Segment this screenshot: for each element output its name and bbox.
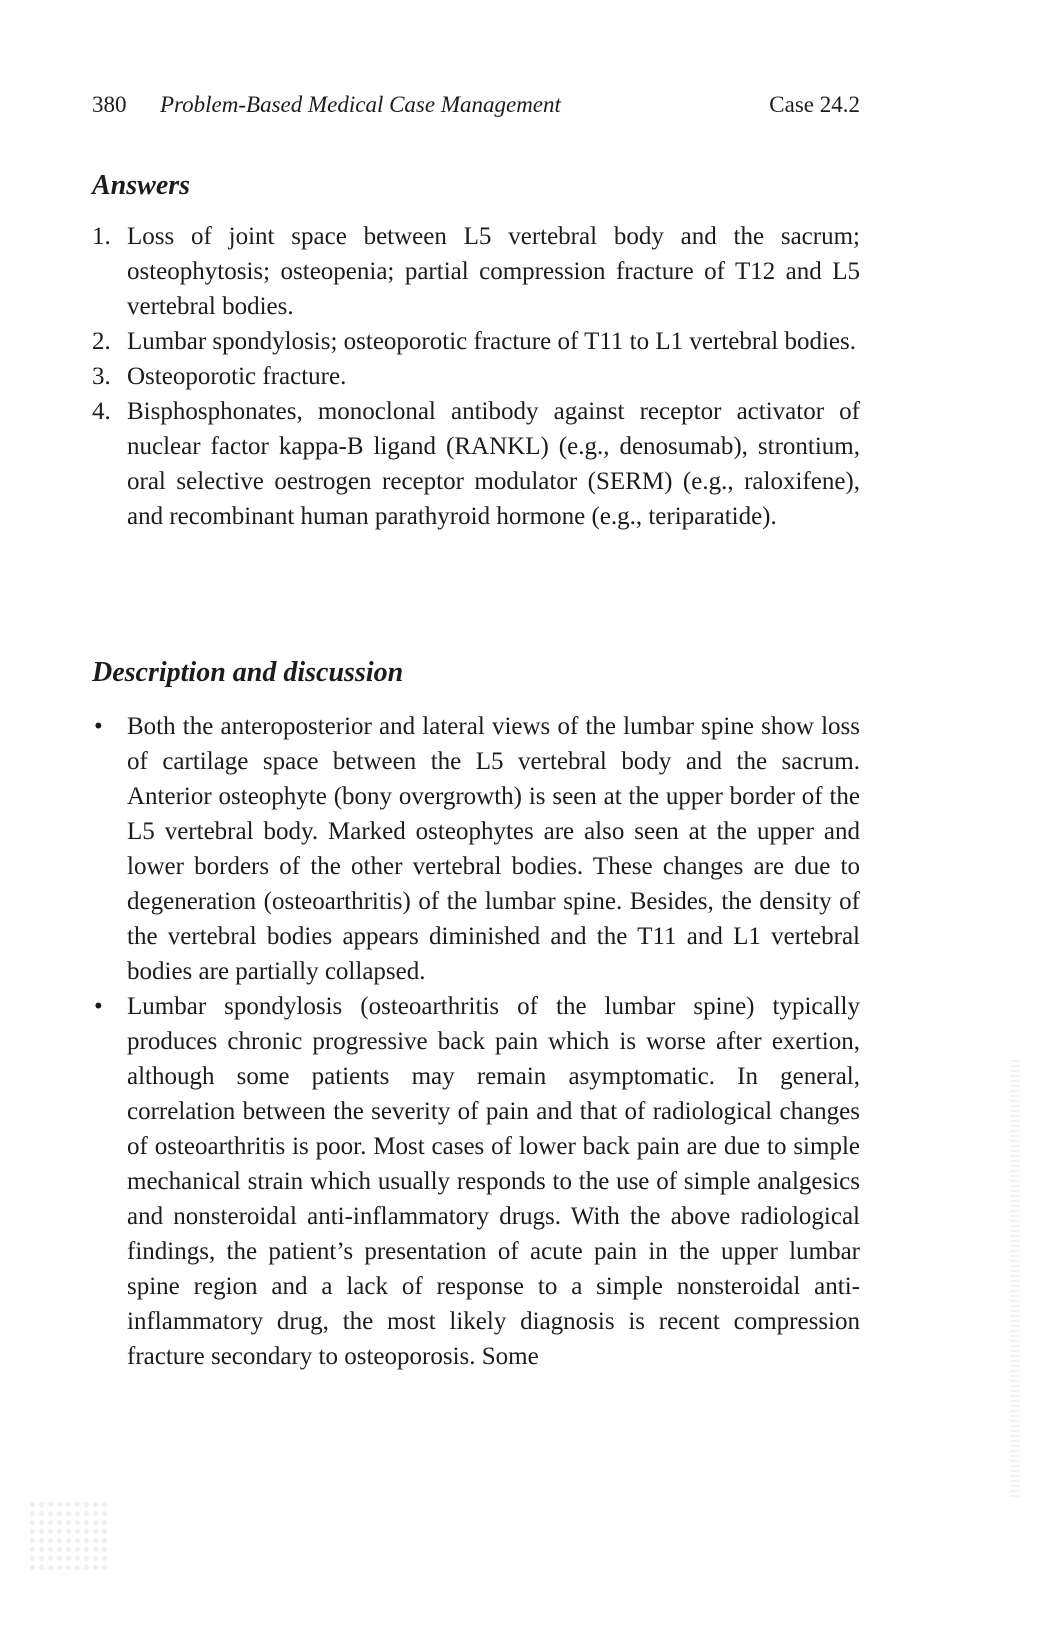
answer-text: Loss of joint space between L5 vertebral body and the sacrum; osteophytosis; osteopenia; partial compression fracture of T12 and L5 vertebral bodies. (127, 223, 860, 320)
book-title: Problem-Based Medical Case Management (160, 92, 561, 117)
answer-text: Lumbar spondylosis; osteoporotic fracture of T11 to L1 vertebral bodies. (127, 328, 856, 355)
answers-list (92, 219, 860, 534)
answer-number: 1. (92, 223, 111, 250)
discussion-text: Lumbar spondylosis (osteoarthritis of the lumbar spine) typically produces chronic progressive back pain which is worse after exertion, although some patients may remain asymptomatic. In general, correlation between the severity of pain and that of radiological changes of osteoarthritis is poor. Most cases of lower back pain are due to simple mechanical strain which usually responds to the use of simple analgesics and nonsteroidal anti-inflammatory drugs. With the above radiological findings, the patient’s presentation of acute pain in the upper lumbar spine region and a lack of response to a simple nonsteroidal anti-inflammatory drug, the most likely diagnosis is recent compression fracture secondary to osteoporosis. Some (127, 993, 860, 1370)
page-number: 380 (92, 92, 127, 117)
bullet-icon: • (94, 993, 103, 1020)
answer-item (92, 219, 860, 324)
answer-text: Bisphosphonates, monoclonal antibody against receptor activator of nuclear factor kappa-B ligand (RANKL) (e.g., denosumab), strontium, oral selective oestrogen receptor modulator (SERM) (e.g., raloxifene), and recombinant human parathyroid hormone (e.g., teriparatide). (127, 398, 860, 530)
answer-item (92, 394, 860, 534)
answer-item (92, 324, 860, 359)
answer-number: 2. (92, 328, 111, 355)
answer-text: Osteoporotic fracture. (127, 363, 347, 390)
case-label: Case 24.2 (769, 92, 860, 117)
scan-smudge-artifact (28, 1500, 108, 1570)
scan-edge-artifact (1010, 1060, 1020, 1500)
answer-number: 3. (92, 363, 111, 390)
discussion-list (92, 709, 860, 1374)
bullet-icon: • (94, 713, 103, 740)
discussion-item (92, 989, 860, 1374)
discussion-heading: Description and discussion (92, 657, 404, 688)
answers-heading: Answers (92, 170, 191, 201)
discussion-text: Both the anteroposterior and lateral views of the lumbar spine show loss of cartilage space between the L5 vertebral body and the sacrum. Anterior osteophyte (bony overgrowth) is seen at the upper border of the L5 vertebral body. Marked osteophytes are also seen at the upper and lower borders of the other vertebral bodies. These changes are due to degeneration (osteoarthritis) of the lumbar spine. Besides, the density of the vertebral bodies appears diminished and the T11 and L1 vertebral bodies are partially collapsed. (127, 713, 860, 985)
answer-number: 4. (92, 398, 111, 425)
answer-item (92, 359, 860, 394)
running-head (92, 88, 860, 122)
discussion-item (92, 709, 860, 989)
